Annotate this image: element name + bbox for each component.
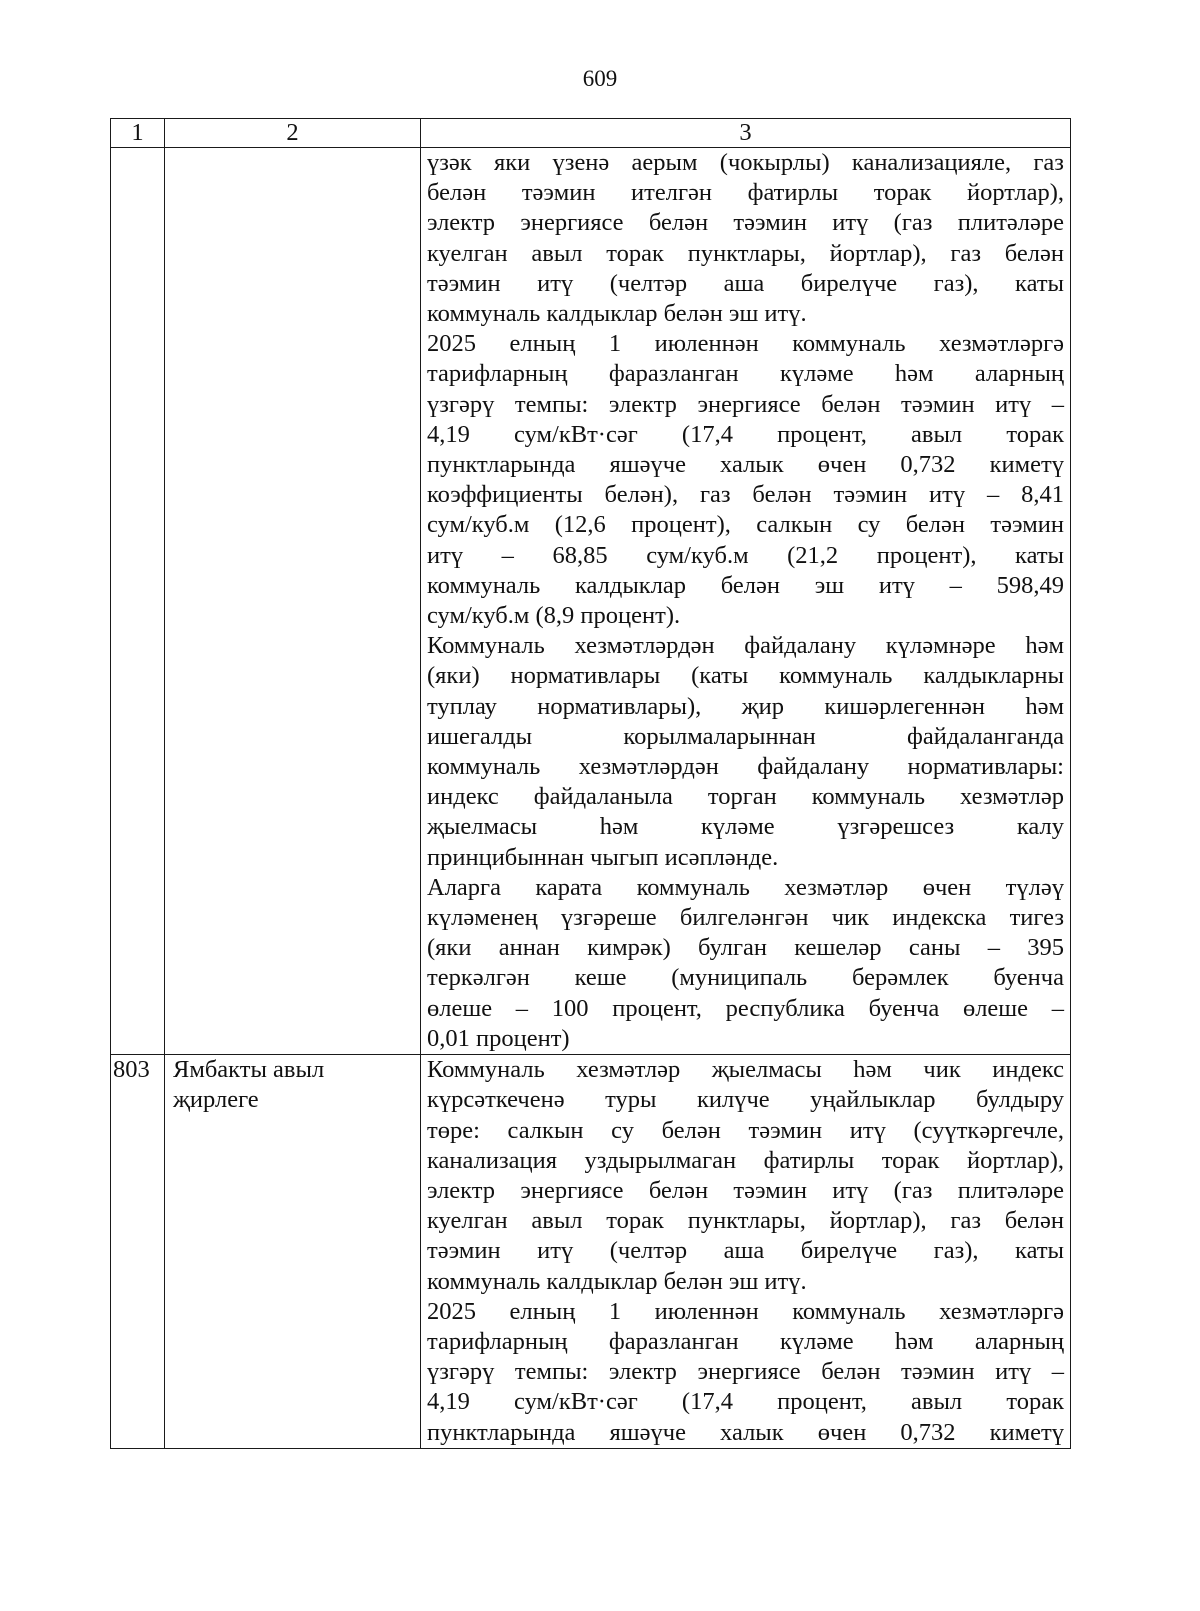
row-number	[111, 148, 165, 1055]
settlement-name: Ямбакты авыл җирлеге	[165, 1055, 421, 1449]
text-line: 4,19 сум/кВт·сәг (17,4 процент, авыл торак	[427, 420, 1064, 448]
text-line: үзәк яки үзенә аерым (чокырлы) канализацияле, газ	[427, 149, 1064, 176]
text-line: төре: салкын су белән тәэмин итү (суүткәргечле,	[427, 1116, 1064, 1144]
text-line: (яки) нормативлары (каты коммуналь калдыкларны	[427, 662, 1064, 690]
text-line: куелган авыл торак пунктлары, йортлар), газ белән	[427, 1207, 1064, 1235]
header-col-2: 2	[165, 119, 421, 148]
text-line: белән тәэмин ителгән фатирлы торак йортлар),	[427, 179, 1064, 207]
text-line: сум/куб.м (8,9 процент).	[427, 602, 681, 630]
row-number: 803	[111, 1055, 165, 1449]
text-line: итү – 68,85 сум/куб.м (21,2 процент), каты	[427, 541, 1064, 569]
paragraph	[427, 631, 1064, 873]
text-line: өлеше – 100 процент, республика буенча өлеше –	[427, 994, 1064, 1022]
text-line: пунктларында яшәүче халык өчен 0,732 киметү	[427, 451, 1064, 479]
text-line: электр энергиясе белән тәэмин итү (газ плитәләре	[427, 209, 1064, 237]
text-line: җыелмасы һәм күләме үзгәрешсез калу	[427, 813, 1064, 841]
header-col-3: 3	[421, 119, 1071, 148]
text-line: коммуналь калдыклар белән эш итү.	[427, 1267, 807, 1295]
text-line: 2025 елның 1 июленнән коммуналь хезмәтләргә	[427, 330, 1064, 358]
text-line: канализация уздырылмаган фатирлы торак йортлар),	[427, 1146, 1064, 1174]
text-line: тәэмин итү (челтәр аша бирелүче газ), каты	[427, 269, 1064, 297]
text-line: коммуналь калдыклар белән эш итү – 598,49	[427, 571, 1064, 599]
text-line: электр энергиясе белән тәэмин итү (газ плитәләре	[427, 1176, 1064, 1204]
text-line: принцибыннан чыгып исәпләнде.	[427, 843, 779, 871]
page-number: 609	[582, 66, 618, 91]
text-line: тәэмин итү (челтәр аша бирелүче газ), каты	[427, 1237, 1064, 1265]
text-line: 2025 елның 1 июленнән коммуналь хезмәтләргә	[427, 1297, 1064, 1325]
description-cell	[421, 148, 1071, 1055]
paragraph	[427, 873, 1064, 1054]
text-line: Коммуналь хезмәтләрдән файдалану күләмнәре һәм	[427, 632, 1064, 660]
text-line: сум/куб.м (12,6 процент), салкын су белән тәэмин	[427, 511, 1064, 539]
table-header-row	[111, 119, 1071, 148]
text-line: тарифларның фаразланган күләме һәм аларның	[427, 360, 1064, 388]
text-line: (яки аннан кимрәк) булган кешеләр саны – 395	[427, 934, 1064, 962]
paragraph	[427, 1055, 1064, 1297]
text-line: ишегалды корылмаларыннан файдаланганда	[427, 722, 1064, 750]
paragraph	[427, 148, 1064, 329]
text-line: индекс файдаланыла торган коммуналь хезмәтләр	[427, 783, 1064, 811]
text-line: күләменең үзгәреше билгеләнгән чик индекска тигез	[427, 904, 1064, 932]
text-line: Аларга карата коммуналь хезмәтләр өчен түләү	[427, 873, 1064, 901]
description-cell	[421, 1055, 1071, 1449]
text-line: үзгәрү темпы: электр энергиясе белән тәэмин итү –	[427, 1358, 1064, 1386]
settlement-name	[165, 148, 421, 1055]
tariff-table	[110, 118, 1071, 1449]
header-col-1: 1	[111, 119, 165, 148]
text-line: күрсәткеченә туры килүче уңайлыклар булдыру	[427, 1086, 1064, 1114]
paragraph	[427, 1297, 1064, 1448]
table-row	[111, 1055, 1071, 1449]
text-line: тарифларның фаразланган күләме һәм аларның	[427, 1327, 1064, 1355]
table-row	[111, 148, 1071, 1055]
text-line: үзгәрү темпы: электр энергиясе белән тәэмин итү –	[427, 390, 1064, 418]
text-line: коммуналь калдыклар белән эш итү.	[427, 300, 807, 328]
text-line: куелган авыл торак пунктлары, йортлар), газ белән	[427, 239, 1064, 267]
text-line: туплау нормативлары), җир кишәрлегеннән һәм	[427, 692, 1064, 720]
text-line: коммуналь хезмәтләрдән файдалану нормативлары:	[427, 753, 1064, 781]
text-line: теркәлгән кеше (муниципаль берәмлек буенча	[427, 964, 1064, 992]
text-line: коэффициенты белән), газ белән тәэмин итү – 8,41	[427, 481, 1064, 509]
paragraph	[427, 329, 1064, 631]
text-line: пунктларында яшәүче халык өчен 0,732 киметү	[427, 1418, 1064, 1446]
text-line: Коммуналь хезмәтләр җыелмасы һәм чик индекс	[427, 1056, 1064, 1084]
text-line: 0,01 процент)	[427, 1024, 570, 1052]
text-line: 4,19 сум/кВт·сәг (17,4 процент, авыл торак	[427, 1388, 1064, 1416]
